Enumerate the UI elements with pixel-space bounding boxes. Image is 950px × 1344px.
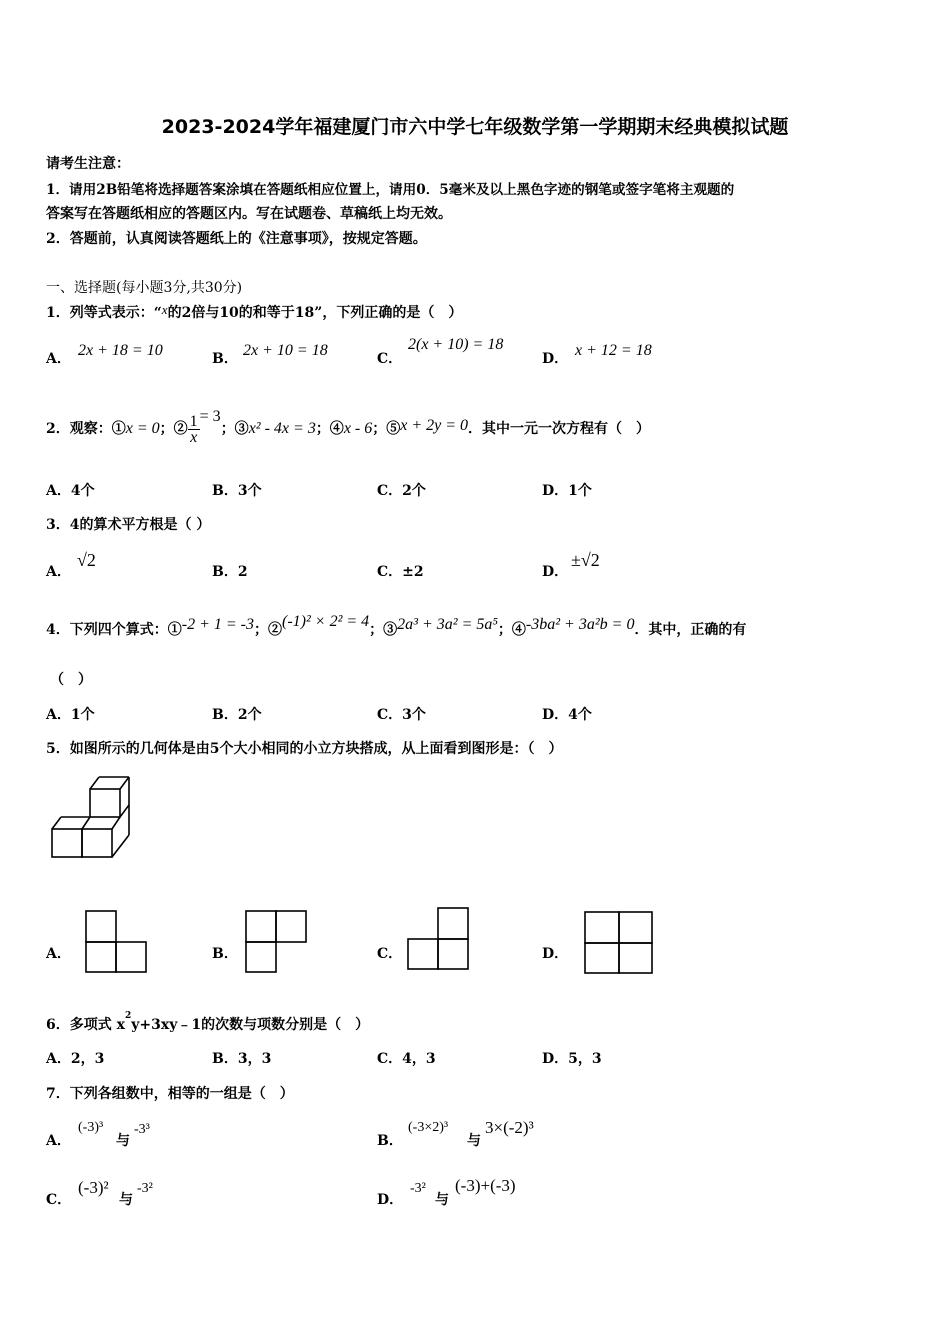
q5-option-b-label: B． xyxy=(212,946,238,962)
q1-option-b-label: B． xyxy=(212,351,238,367)
q2-option-b: B．3个 xyxy=(212,483,262,499)
q7-option-a-right: -3³ xyxy=(134,1122,150,1137)
q6-stem: 6．多项式 $x^2y+3xy﹣1$的次数与项数分别是（ ） xyxy=(46,1011,370,1033)
notice-line-3: 2．答题前，认真阅读答题纸上的《注意事项》，按规定答题。 xyxy=(46,231,427,247)
q7-option-a-label: A． xyxy=(46,1133,71,1149)
q4-option-a: A．1个 xyxy=(46,707,95,723)
q4-option-d: D．4个 xyxy=(542,707,592,723)
q7-option-c-right: -3² xyxy=(137,1181,153,1196)
q7-option-d-right: (-3)+(-3) xyxy=(455,1176,516,1195)
notice-heading: 请考生注意： xyxy=(46,156,130,172)
q3-option-d-math: ±√2 xyxy=(571,550,600,570)
q3-option-c: C．±2 xyxy=(377,564,424,580)
section-heading: 一、选择题(每小题3分,共30分) xyxy=(46,280,243,296)
q7-option-c-label: C． xyxy=(46,1192,72,1208)
q7-option-c-connector: 与 xyxy=(119,1192,133,1208)
q5-option-c-figure xyxy=(407,907,469,971)
q7-option-a-connector: 与 xyxy=(116,1133,130,1149)
q5-option-c-label: C． xyxy=(377,946,403,962)
q3-option-a-label: A． xyxy=(46,564,71,580)
q5-solid-figure xyxy=(48,772,138,862)
q7-option-d-left: -3² xyxy=(410,1181,426,1196)
page-title: 2023-2024学年福建厦门市六中学七年级数学第一学期期末经典模拟试题 xyxy=(161,116,789,138)
q5-option-d-figure xyxy=(584,911,654,975)
q1-option-c-math: 2(x + 10) = 18 xyxy=(408,336,504,353)
q2-option-a: A．4个 xyxy=(46,483,95,499)
q4-option-b: B．2个 xyxy=(212,707,262,723)
q6-option-d: D．5，3 xyxy=(542,1051,602,1067)
q2-option-d: D．1个 xyxy=(542,483,592,499)
q5-option-d-label: D． xyxy=(542,946,569,962)
q3-option-d-label: D． xyxy=(542,564,569,580)
q7-option-b-left: (-3×2)³ xyxy=(408,1120,449,1135)
notice-line-1: 1．请用2B铅笔将选择题答案涂填在答题纸相应位置上，请用0．5毫米及以上黑色字迹的钢笔或签字笔将主观题的 xyxy=(46,182,735,198)
q2-stem: 2．观察：①x = 0；② $\frac{1}{x}$ = 3；③x² - 4x = 3；④x - 6；⑤x + 2y = 0．其中一元一次方程有（ ） xyxy=(46,408,651,446)
q4-answer-paren: （ ） xyxy=(50,672,92,688)
q2-option-c: C．2个 xyxy=(377,483,426,499)
q5-option-a-figure xyxy=(85,910,147,974)
q7-option-d-connector: 与 xyxy=(435,1192,449,1208)
q1-option-d-math: x + 12 = 18 xyxy=(575,342,652,359)
q1-option-a-label: A． xyxy=(46,351,71,367)
q4-stem: 4．下列四个算式：①-2 + 1 = -3；②(-1)² × 2² = 4；③2a³ + 3a² = 5a⁵；④-3ba² + 3a²b = 0．其中，正确的有 xyxy=(46,613,747,638)
q1-stem: 1．列等式表示：“x的2倍与10的和等于18”，下列正确的是（ ） xyxy=(46,302,463,321)
q7-option-b-right: 3×(-2)³ xyxy=(485,1118,534,1137)
q1-option-a-math: 2x + 18 = 10 xyxy=(78,342,163,359)
q7-option-a-left: (-3)³ xyxy=(78,1120,104,1135)
q5-option-b-figure xyxy=(245,910,307,974)
q3-option-a-math: √2 xyxy=(77,550,96,570)
q7-option-d-label: D． xyxy=(377,1192,404,1208)
q5-option-a-label: A． xyxy=(46,946,71,962)
q4-option-c: C．3个 xyxy=(377,707,426,723)
q6-option-c: C．4，3 xyxy=(377,1051,436,1067)
q1-option-d-label: D． xyxy=(542,351,569,367)
q6-option-b: B．3，3 xyxy=(212,1051,272,1067)
q7-option-b-connector: 与 xyxy=(467,1133,481,1149)
q1-option-b-math: 2x + 10 = 18 xyxy=(243,342,328,359)
q7-stem: 7．下列各组数中，相等的一组是（ ） xyxy=(46,1086,294,1102)
q1-option-c-label: C． xyxy=(377,351,403,367)
notice-line-2: 答案写在答题纸相应的答题区内。写在试题卷、草稿纸上均无效。 xyxy=(46,206,452,222)
q5-stem: 5．如图所示的几何体是由5个大小相同的小立方块搭成，从上面看到图形是：（ ） xyxy=(46,741,563,757)
q7-option-c-left: (-3)² xyxy=(78,1178,109,1197)
q3-stem: 3．4的算术平方根是（ ） xyxy=(46,517,211,533)
q3-option-b: B．2 xyxy=(212,564,248,580)
q6-option-a: A．2，3 xyxy=(46,1051,105,1067)
q7-option-b-label: B． xyxy=(377,1133,403,1149)
